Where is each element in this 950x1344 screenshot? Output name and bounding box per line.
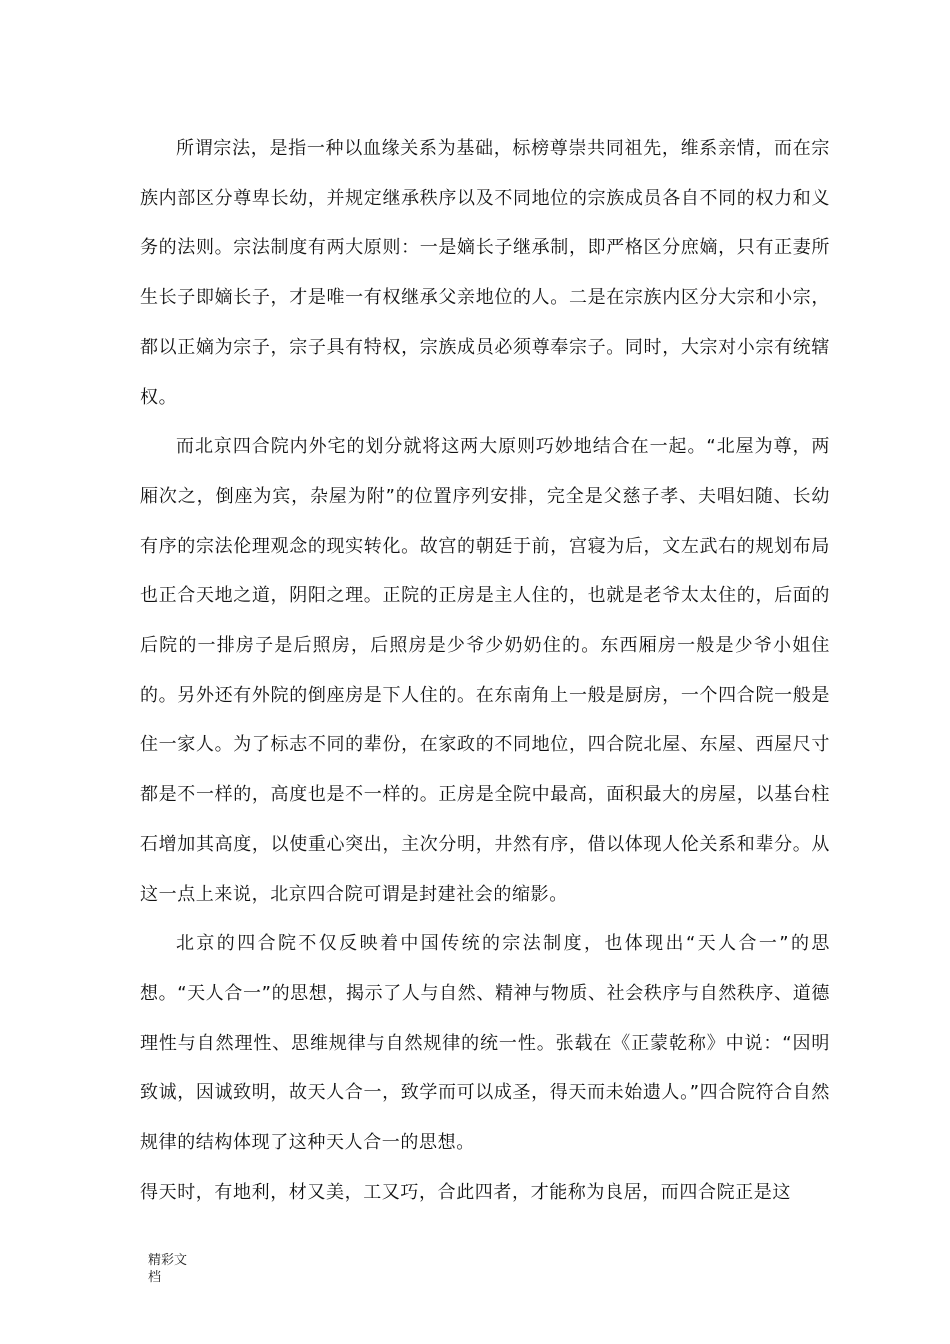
footer-line-1: 精彩文 [148, 1253, 188, 1268]
page-footer [148, 1252, 208, 1286]
paragraph-tianren-heyi: 北京的四合院不仅反映着中国传统的宗法制度，也体现出“天人合一”的思想。“天人合一”的思想，揭示了人与自然、精神与物质、社会秩序与自然秩序、道德理性与自然理性、思维规律与自然规律的统一性。张载在《正蒙乾称》中说：“因明致诚，因诚致明，故天人合一，致学而可以成圣，得天而未始遗人。”四合院符合自然规律的结构体现了这种天人合一的思想。 [140, 933, 830, 1154]
paragraph-zongfa: 所谓宗法，是指一种以血缘关系为基础，标榜尊崇共同祖先，维系亲情，而在宗族内部区分尊卑长幼，并规定继承秩序以及不同地位的宗族成员各自不同的权力和义务的法则。宗法制度有两大原则：一是嫡长子继承制，即严格区分庶嫡，只有正妻所生长子即嫡长子，才是唯一有权继承父亲地位的人。二是在宗族内区分大宗和小宗，都以正嫡为宗子，宗子具有特权，宗族成员必须尊奉宗子。同时，大宗对小宗有统辖权。 [140, 138, 830, 408]
paragraph-siheyuan-layout: 而北京四合院内外宅的划分就将这两大原则巧妙地结合在一起。“北屋为尊，两厢次之，倒座为宾，杂屋为附”的位置序列安排，完全是父慈子孝、夫唱妇随、长幼有序的宗法伦理观念的现实转化。故宫的朝廷于前，宫寝为后，文左武右的规划布局也正合天地之道，阴阳之理。正院的正房是主人住的，也就是老爷太太住的，后面的后院的一排房子是后照房，后照房是少爷少奶奶住的。东西厢房一般是少爷小姐住的。另外还有外院的倒座房是下人住的。在东南角上一般是厨房，一个四合院一般是住一家人。为了标志不同的辈份，在家政的不同地位，四合院北屋、东屋、西屋尺寸都是不一样的，高度也是不一样的。正房是全院中最高，面积最大的房屋，以基台柱石增加其高度，以使重心突出，主次分明，井然有序，借以体现人伦关系和辈分。从这一点上来说，北京四合院可谓是封建社会的缩影。 [140, 436, 830, 905]
footer-line-2: 档 [148, 1270, 162, 1285]
document-body [140, 124, 830, 1217]
paragraph-liangju: 得天时，有地利，材又美，工又巧，合此四者，才能称为良居，而四合院正是这 [140, 1181, 791, 1203]
